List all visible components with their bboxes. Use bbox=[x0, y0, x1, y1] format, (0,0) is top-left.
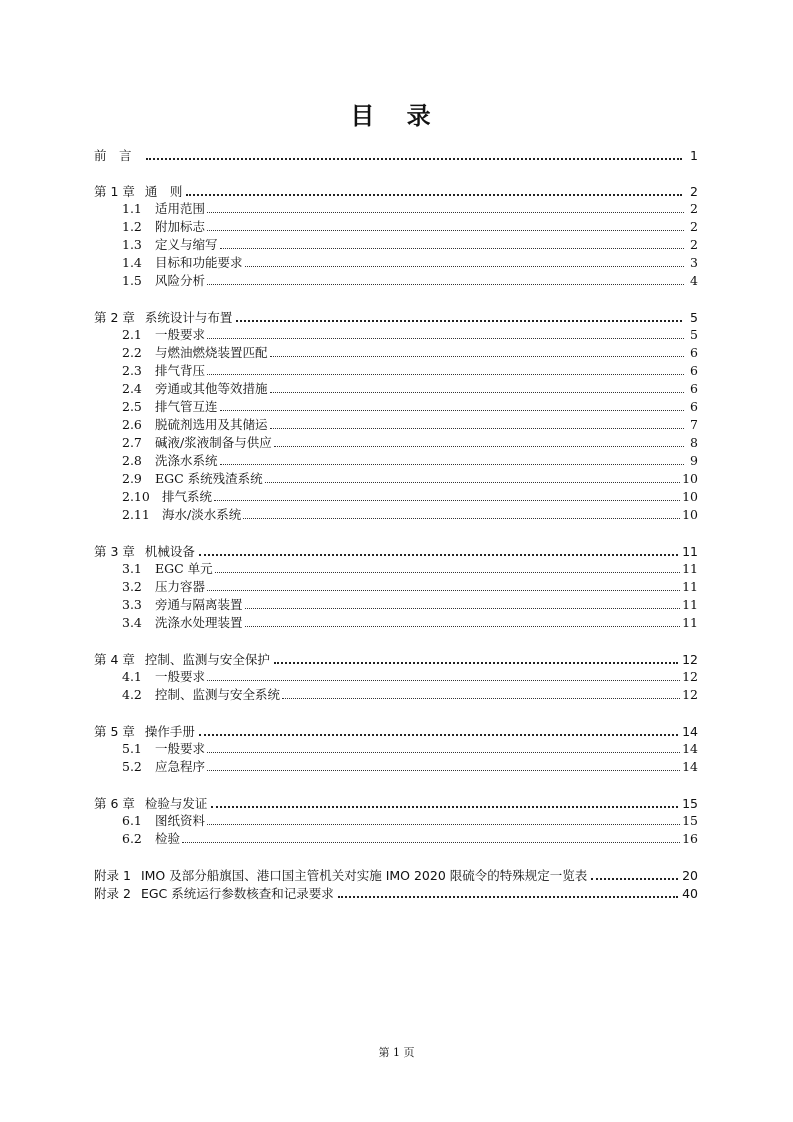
toc-page-number: 14 bbox=[682, 741, 698, 756]
dot-leader bbox=[274, 649, 678, 664]
toc-chapter-entry[interactable] bbox=[94, 793, 698, 811]
toc-entry-number: 第 5 章 bbox=[94, 724, 135, 739]
toc-entry-number: 6.1 bbox=[122, 813, 142, 828]
toc-entry-number: 2.8 bbox=[122, 453, 142, 468]
dot-leader bbox=[215, 559, 680, 573]
toc-page-number: 5 bbox=[690, 310, 698, 325]
dot-leader bbox=[207, 739, 680, 753]
toc-entry-number: 3.2 bbox=[122, 579, 142, 594]
toc-entry-number: 3.3 bbox=[122, 597, 142, 612]
dot-leader bbox=[236, 307, 682, 322]
toc-entry-number: 第 4 章 bbox=[94, 652, 135, 667]
toc-page-number: 8 bbox=[690, 435, 698, 450]
dot-leader bbox=[270, 343, 684, 357]
toc-entry-number: 1.4 bbox=[122, 255, 142, 270]
toc-entry-number: 2.2 bbox=[122, 345, 142, 360]
toc-entry-label: 一般要求 bbox=[155, 327, 206, 342]
dot-leader bbox=[591, 865, 678, 880]
dot-leader bbox=[186, 181, 682, 196]
toc-entry-number: 第 1 章 bbox=[94, 184, 135, 199]
toc-entry-number: 2.7 bbox=[122, 435, 142, 450]
toc-page-number: 20 bbox=[682, 868, 698, 883]
toc-page-number: 12 bbox=[682, 669, 698, 684]
toc-section-entry[interactable] bbox=[94, 361, 698, 379]
toc-entry-number: 2.5 bbox=[122, 399, 142, 414]
dot-leader bbox=[207, 199, 684, 213]
section-gap bbox=[94, 703, 698, 721]
toc-entry-number: 第 2 章 bbox=[94, 310, 135, 325]
toc-section-entry[interactable] bbox=[94, 685, 698, 703]
toc-entry-label: 控制、监测与安全保护 bbox=[144, 652, 270, 667]
toc-entry-number: 2.11 bbox=[122, 507, 150, 522]
toc-entry-label: 目标和功能要求 bbox=[155, 255, 243, 270]
toc-page-number: 6 bbox=[690, 363, 698, 378]
toc-chapter-entry[interactable] bbox=[94, 541, 698, 559]
toc-entry-label: 旁通或其他等效措施 bbox=[155, 381, 268, 396]
toc-entry-number: 2.3 bbox=[122, 363, 142, 378]
toc-entry-label: 一般要求 bbox=[155, 741, 206, 756]
toc-entry-number: 1.2 bbox=[122, 219, 142, 234]
dot-leader bbox=[265, 469, 680, 483]
toc-entry-label: EGC 系统残渣系统 bbox=[155, 471, 263, 486]
section-gap bbox=[94, 847, 698, 865]
toc-page-number: 6 bbox=[690, 381, 698, 396]
toc-page-number: 6 bbox=[690, 345, 698, 360]
toc-section-entry[interactable] bbox=[94, 217, 698, 235]
toc-entry-label: 排气管互连 bbox=[155, 399, 218, 414]
toc-page-number: 10 bbox=[682, 507, 698, 522]
dot-leader bbox=[207, 217, 684, 231]
toc-entry-number: 3.1 bbox=[122, 561, 142, 576]
toc-page-number: 11 bbox=[682, 615, 698, 630]
toc-page-number: 4 bbox=[690, 273, 698, 288]
toc-section-entry[interactable] bbox=[94, 811, 698, 829]
toc-page-number: 11 bbox=[682, 561, 698, 576]
toc-entry-label: 图纸资料 bbox=[155, 813, 206, 828]
toc-entry-label: 操作手册 bbox=[144, 724, 195, 739]
toc-page-number: 5 bbox=[690, 327, 698, 342]
toc-entry-label: 机械设备 bbox=[144, 544, 195, 559]
toc-entry-label: 风险分析 bbox=[155, 273, 206, 288]
toc-section-entry[interactable] bbox=[94, 325, 698, 343]
toc-entry-label: EGC 系统运行参数核查和记录要求 bbox=[140, 886, 334, 901]
toc-entry-label: 检验与发证 bbox=[144, 796, 208, 811]
dot-leader bbox=[207, 811, 680, 825]
section-gap bbox=[94, 289, 698, 307]
section-gap bbox=[94, 163, 698, 181]
dot-leader bbox=[270, 415, 684, 429]
toc-section-entry[interactable] bbox=[94, 451, 698, 469]
toc-entry-label: 洗涤水处理装置 bbox=[155, 615, 243, 630]
dot-leader bbox=[274, 433, 684, 447]
dot-leader bbox=[207, 757, 680, 771]
page-footer: 第 1 页 bbox=[378, 1046, 415, 1059]
toc-section-entry[interactable] bbox=[94, 379, 698, 397]
toc-entry-label: 应急程序 bbox=[155, 759, 206, 774]
toc-entry-label: 旁通与隔离装置 bbox=[155, 597, 243, 612]
toc-page-number: 1 bbox=[690, 148, 698, 163]
dot-leader bbox=[199, 721, 678, 736]
toc-entry-label: 适用范围 bbox=[155, 201, 206, 216]
dot-leader bbox=[211, 793, 678, 808]
dot-leader bbox=[245, 253, 684, 267]
toc-page-number: 9 bbox=[690, 453, 698, 468]
toc-section-entry[interactable] bbox=[94, 613, 698, 631]
toc-section-entry[interactable] bbox=[94, 199, 698, 217]
dot-leader bbox=[220, 397, 684, 411]
dot-leader bbox=[207, 667, 680, 681]
toc-section-entry[interactable] bbox=[94, 469, 698, 487]
dot-leader bbox=[270, 379, 684, 393]
toc-entry-number: 1.3 bbox=[122, 237, 142, 252]
toc-entry-label: 通 则 bbox=[144, 184, 183, 199]
toc-entry-label: 洗涤水系统 bbox=[155, 453, 218, 468]
toc-entry-label: 排气系统 bbox=[162, 489, 213, 504]
toc-section-entry[interactable] bbox=[94, 433, 698, 451]
toc-page-number: 14 bbox=[682, 724, 698, 739]
toc-entry-label: 脱硫剂选用及其储运 bbox=[155, 417, 268, 432]
toc-page-number: 7 bbox=[690, 417, 698, 432]
toc-page-number: 2 bbox=[690, 237, 698, 252]
page-title: 目 录 bbox=[350, 102, 443, 130]
toc-entry-number: 2.4 bbox=[122, 381, 142, 396]
toc-entry-label: 碱液/浆液制备与供应 bbox=[155, 435, 272, 450]
toc-entry-label: EGC 单元 bbox=[155, 561, 213, 576]
dot-leader bbox=[207, 271, 684, 285]
toc-section-entry[interactable] bbox=[94, 415, 698, 433]
toc-section-entry[interactable] bbox=[94, 757, 698, 775]
toc-page-number: 10 bbox=[682, 471, 698, 486]
toc-page-number: 10 bbox=[682, 489, 698, 504]
toc-entry-number: 4.1 bbox=[122, 669, 142, 684]
dot-leader bbox=[245, 613, 681, 627]
toc-section-entry[interactable] bbox=[94, 271, 698, 289]
toc-page-number: 15 bbox=[682, 796, 698, 811]
toc-section-entry[interactable] bbox=[94, 739, 698, 757]
toc-section-entry[interactable] bbox=[94, 829, 698, 847]
toc-entry-label: 检验 bbox=[155, 831, 181, 846]
toc-entry-number: 5.1 bbox=[122, 741, 142, 756]
toc-entry-label: IMO 及部分船旗国、港口国主管机关对实施 IMO 2020 限硫令的特殊规定一览表 bbox=[140, 868, 588, 883]
toc-page-number: 2 bbox=[690, 201, 698, 216]
dot-leader bbox=[207, 325, 684, 339]
toc-entry-number: 2.6 bbox=[122, 417, 142, 432]
toc-entry-number: 第 3 章 bbox=[94, 544, 135, 559]
toc-chapter-entry[interactable] bbox=[94, 721, 698, 739]
toc-page-number: 16 bbox=[682, 831, 698, 846]
toc-section-entry[interactable] bbox=[94, 667, 698, 685]
section-gap bbox=[94, 775, 698, 793]
toc-page-number: 12 bbox=[682, 687, 698, 702]
toc-entry-number: 1.5 bbox=[122, 273, 142, 288]
toc-section-entry[interactable] bbox=[94, 397, 698, 415]
table-of-contents bbox=[94, 145, 698, 901]
toc-entry-label: 海水/淡水系统 bbox=[162, 507, 242, 522]
toc-section-entry[interactable] bbox=[94, 343, 698, 361]
toc-entry-number: 附录 2 bbox=[94, 886, 131, 901]
toc-page-number: 40 bbox=[682, 886, 698, 901]
toc-chapter-entry[interactable] bbox=[94, 307, 698, 325]
toc-chapter-entry[interactable] bbox=[94, 865, 698, 883]
toc-page-number: 3 bbox=[690, 255, 698, 270]
dot-leader bbox=[243, 505, 680, 519]
toc-section-entry[interactable] bbox=[94, 253, 698, 271]
toc-page-number: 11 bbox=[682, 597, 698, 612]
toc-entry-number: 附录 1 bbox=[94, 868, 131, 883]
toc-entry-label: 排气背压 bbox=[155, 363, 206, 378]
toc-entry-label: 定义与缩写 bbox=[155, 237, 218, 252]
toc-page-number: 14 bbox=[682, 759, 698, 774]
dot-leader bbox=[182, 829, 680, 843]
toc-page-number: 12 bbox=[682, 652, 698, 667]
section-gap bbox=[94, 631, 698, 649]
toc-entry-number: 1.1 bbox=[122, 201, 142, 216]
dot-leader bbox=[207, 361, 684, 375]
toc-entry-label: 压力容器 bbox=[155, 579, 206, 594]
dot-leader bbox=[282, 685, 680, 699]
toc-chapter-entry[interactable] bbox=[94, 649, 698, 667]
toc-section-entry[interactable] bbox=[94, 559, 698, 577]
toc-entry-number: 4.2 bbox=[122, 687, 142, 702]
toc-entry-label: 与燃油燃烧装置匹配 bbox=[155, 345, 268, 360]
dot-leader bbox=[146, 145, 682, 160]
toc-entry-number: 6.2 bbox=[122, 831, 142, 846]
toc-chapter-entry[interactable] bbox=[94, 883, 698, 901]
toc-entry-label: 附加标志 bbox=[155, 219, 206, 234]
dot-leader bbox=[338, 883, 678, 898]
toc-entry-number: 2.10 bbox=[122, 489, 150, 504]
toc-chapter-entry[interactable] bbox=[94, 145, 698, 163]
toc-entry-number: 第 6 章 bbox=[94, 796, 135, 811]
toc-entry-number: 3.4 bbox=[122, 615, 142, 630]
toc-page-number: 2 bbox=[690, 184, 698, 199]
dot-leader bbox=[214, 487, 680, 501]
toc-entry-label: 系统设计与布置 bbox=[144, 310, 233, 325]
toc-section-entry[interactable] bbox=[94, 577, 698, 595]
toc-entry-number: 2.9 bbox=[122, 471, 142, 486]
dot-leader bbox=[245, 595, 681, 609]
toc-page-number: 11 bbox=[682, 544, 698, 559]
toc-page-number: 11 bbox=[682, 579, 698, 594]
toc-page-number: 2 bbox=[690, 219, 698, 234]
dot-leader bbox=[220, 235, 684, 249]
toc-entry-label: 一般要求 bbox=[155, 669, 206, 684]
toc-entry-number: 前 言 bbox=[94, 148, 132, 163]
toc-entry-number: 2.1 bbox=[122, 327, 142, 342]
toc-section-entry[interactable] bbox=[94, 487, 698, 505]
toc-page-number: 15 bbox=[682, 813, 698, 828]
toc-section-entry[interactable] bbox=[94, 235, 698, 253]
toc-page-number: 6 bbox=[690, 399, 698, 414]
toc-chapter-entry[interactable] bbox=[94, 181, 698, 199]
dot-leader bbox=[220, 451, 684, 465]
dot-leader bbox=[207, 577, 680, 591]
toc-entry-number: 5.2 bbox=[122, 759, 142, 774]
toc-section-entry[interactable] bbox=[94, 505, 698, 523]
toc-entry-label: 控制、监测与安全系统 bbox=[155, 687, 281, 702]
section-gap bbox=[94, 523, 698, 541]
dot-leader bbox=[199, 541, 678, 556]
toc-section-entry[interactable] bbox=[94, 595, 698, 613]
